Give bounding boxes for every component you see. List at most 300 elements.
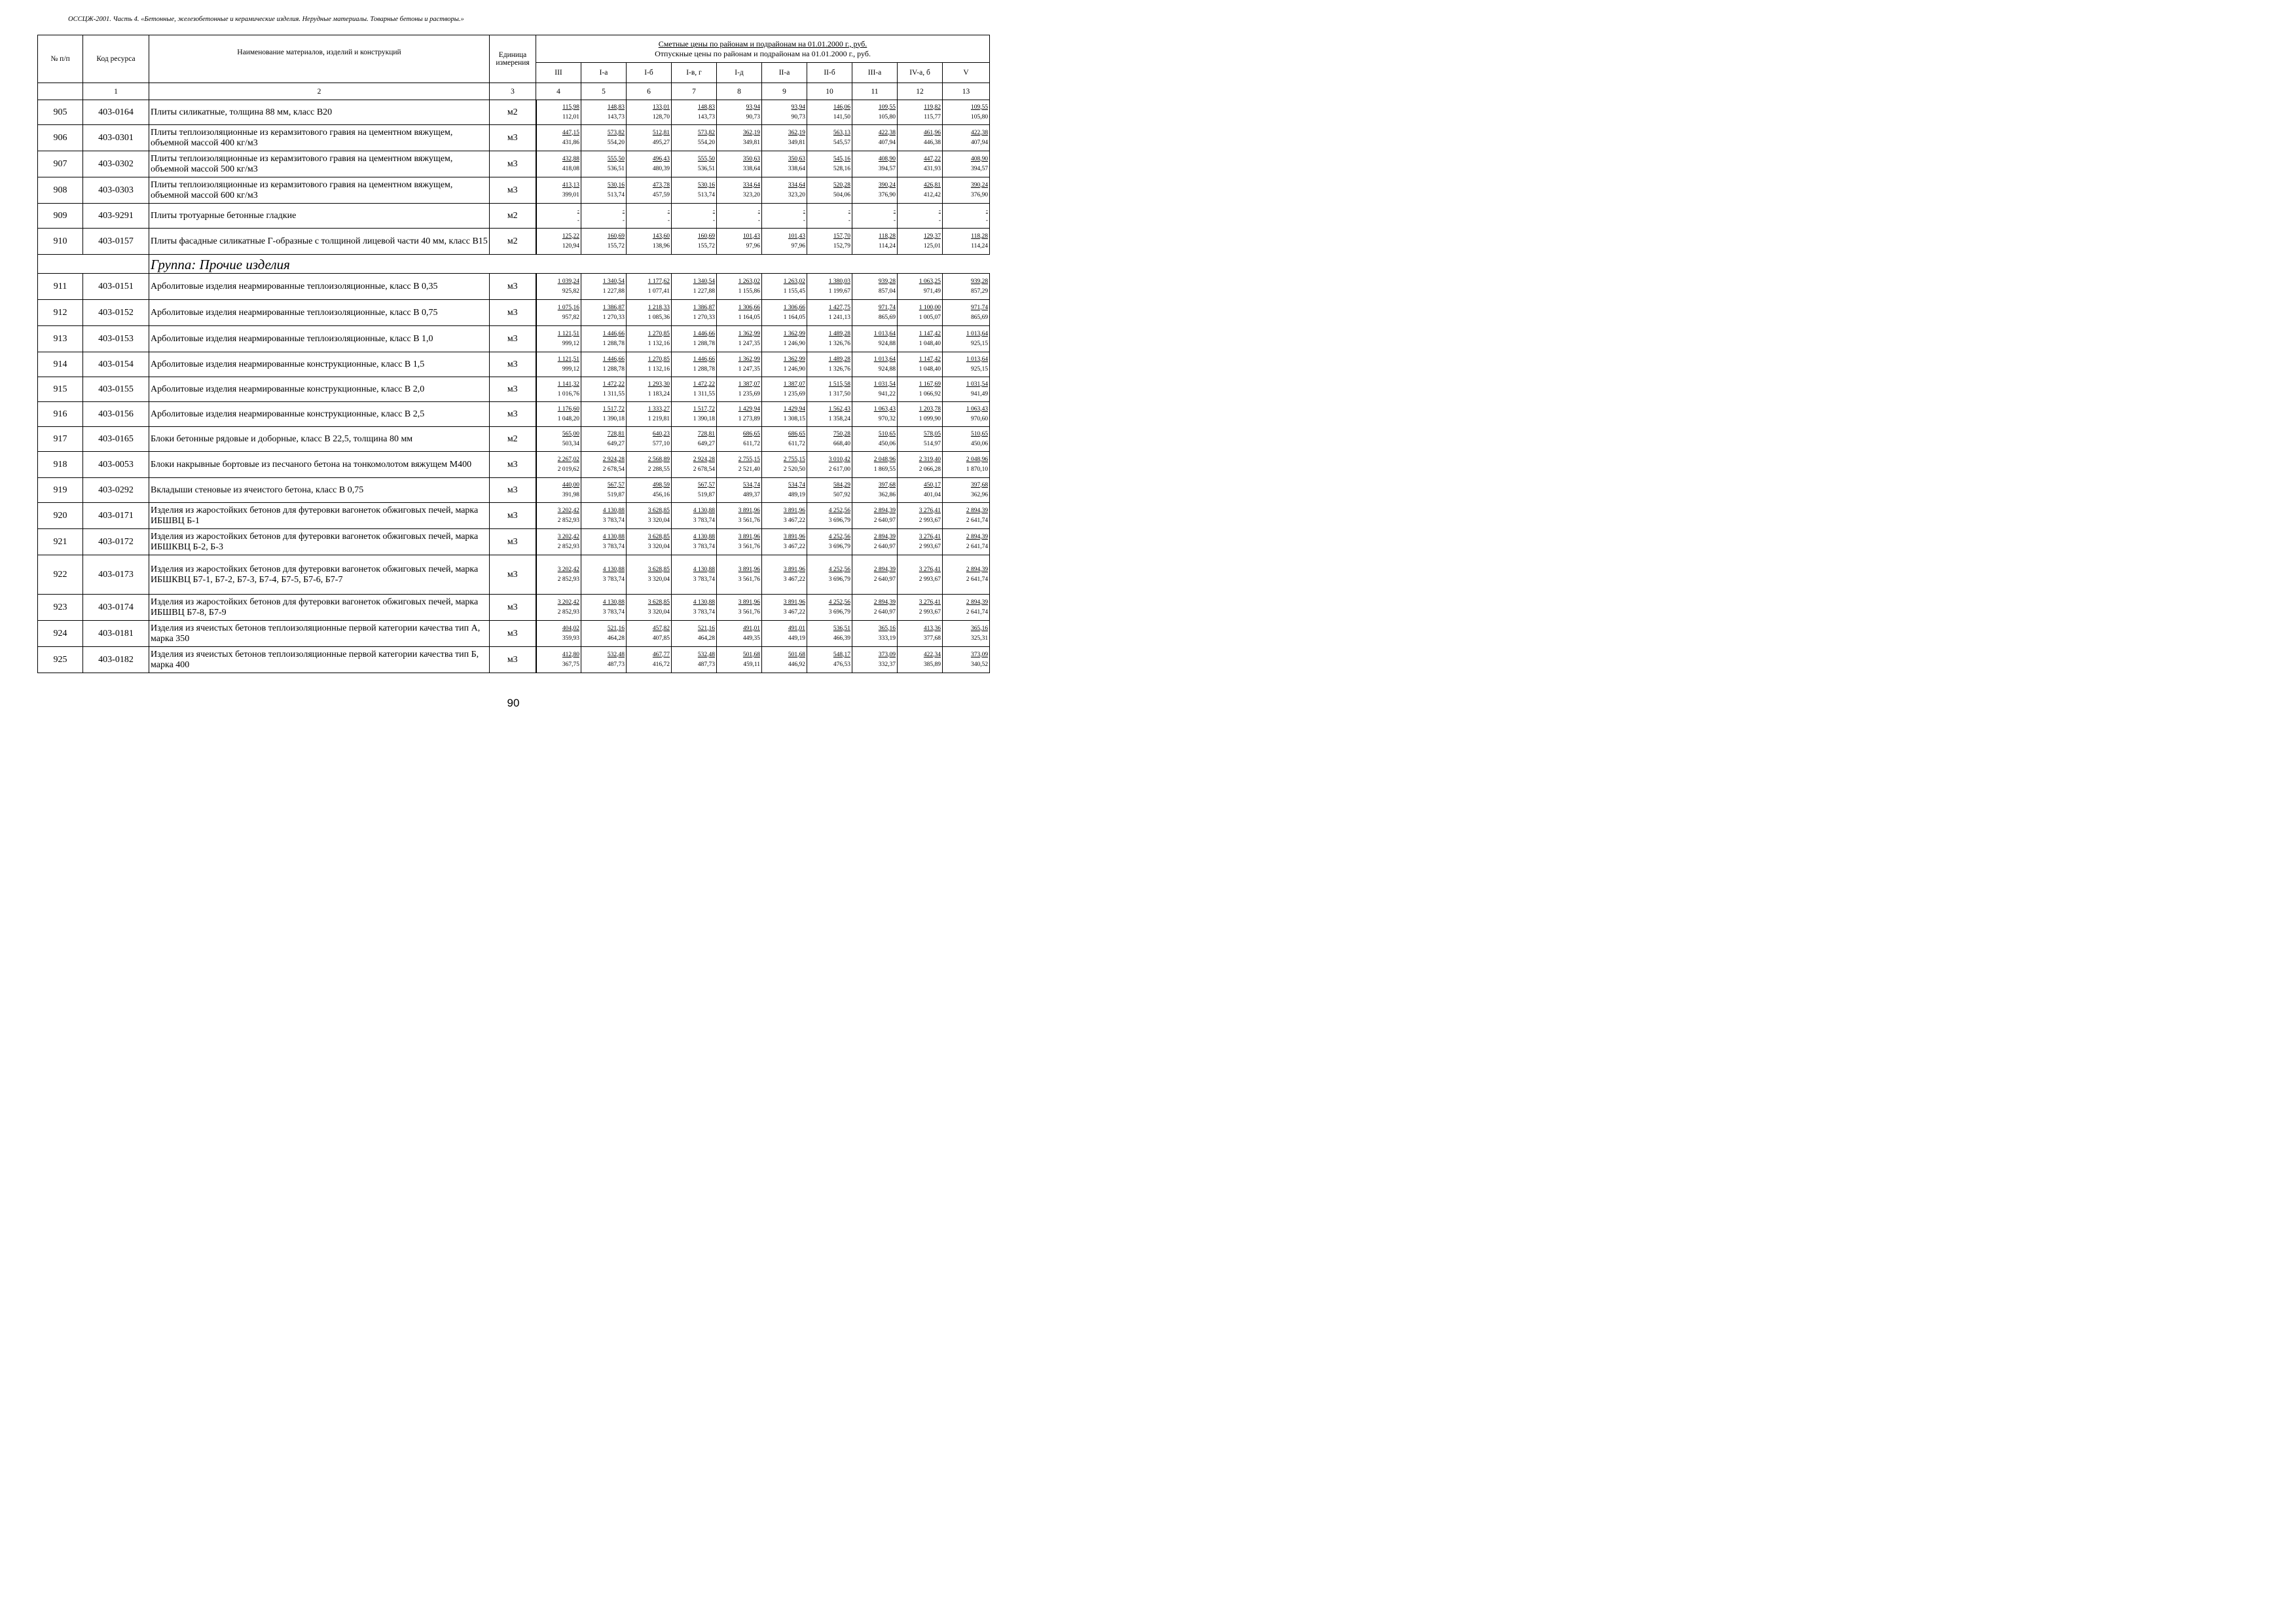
estimated-price: 1 013,64 xyxy=(873,356,896,363)
price-cell xyxy=(627,100,672,125)
estimated-price: 350,63 xyxy=(788,155,805,162)
price-cell xyxy=(898,352,943,377)
resource-code: 403-0153 xyxy=(83,326,149,352)
estimated-price: 408,90 xyxy=(878,155,896,162)
release-price: 513,74 xyxy=(607,191,625,198)
release-price: 2 617,00 xyxy=(828,466,850,473)
release-price: 924,88 xyxy=(878,340,896,347)
material-name: Арболитовые изделия неармированные конструкционные, класс В 1,5 xyxy=(149,352,490,377)
release-price: 3 783,74 xyxy=(602,576,625,583)
estimated-price: 397,68 xyxy=(970,481,989,489)
price-cell xyxy=(943,621,990,647)
release-price: 2 066,28 xyxy=(919,466,941,473)
release-price: 2 640,97 xyxy=(873,608,896,616)
resource-code: 403-0165 xyxy=(83,427,149,452)
price-cell xyxy=(943,555,990,595)
price-cell xyxy=(807,300,852,326)
release-price: 90,73 xyxy=(746,113,760,120)
release-price: 138,96 xyxy=(652,242,670,249)
release-price: 450,06 xyxy=(878,440,896,447)
region-header: II-а xyxy=(762,63,807,83)
price-cell xyxy=(581,352,627,377)
estimated-price: 510,65 xyxy=(970,430,989,437)
release-price: 152,79 xyxy=(833,242,850,249)
price-cell xyxy=(536,555,581,595)
column-index: 6 xyxy=(627,83,672,100)
table-row xyxy=(38,300,990,326)
price-cell xyxy=(581,274,627,300)
estimated-price: 3 276,41 xyxy=(919,599,941,606)
price-cell xyxy=(717,402,762,427)
estimated-price: - xyxy=(893,207,896,214)
price-cell xyxy=(807,125,852,151)
column-index: 10 xyxy=(807,83,852,100)
group-title: Группа: Прочие изделия xyxy=(149,255,990,274)
release-price: 333,19 xyxy=(878,635,896,642)
price-cell xyxy=(717,229,762,255)
price-cell xyxy=(898,503,943,529)
price-cell xyxy=(536,595,581,621)
estimated-price: 1 472,22 xyxy=(602,380,625,388)
release-price: 449,19 xyxy=(788,635,805,642)
estimated-price: 4 252,56 xyxy=(828,533,850,540)
price-cell xyxy=(898,326,943,352)
unit: м2 xyxy=(490,427,536,452)
release-price: - xyxy=(757,217,760,224)
release-price: 545,57 xyxy=(833,139,850,146)
release-price: 3 561,76 xyxy=(738,608,760,616)
estimated-price: 101,43 xyxy=(742,232,760,240)
estimated-price: 3 010,42 xyxy=(828,456,850,463)
material-name: Плиты фасадные силикатные Г-образные с толщиной лицевой части 40 мм, класс В15 xyxy=(149,229,490,255)
unit: м3 xyxy=(490,647,536,673)
release-price: 466,39 xyxy=(833,635,850,642)
release-price: 2 678,54 xyxy=(693,466,715,473)
col-name-header: Наименование материалов, изделий и конструкций xyxy=(149,35,490,83)
release-price: 3 696,79 xyxy=(828,608,850,616)
unit: м3 xyxy=(490,621,536,647)
release-price: 359,93 xyxy=(562,635,579,642)
price-cell xyxy=(717,300,762,326)
release-price: 577,10 xyxy=(652,440,670,447)
release-price: 1 247,35 xyxy=(738,365,760,373)
release-price: 971,49 xyxy=(923,287,941,295)
price-cell xyxy=(762,377,807,402)
estimated-price: 160,69 xyxy=(607,232,625,240)
release-price: 857,29 xyxy=(970,287,989,295)
price-cell xyxy=(762,621,807,647)
resource-code: 403-0155 xyxy=(83,377,149,402)
estimated-price: 939,28 xyxy=(878,278,896,285)
release-price: 362,96 xyxy=(970,491,989,498)
release-price: 3 561,76 xyxy=(738,543,760,550)
release-price: 349,81 xyxy=(788,139,805,146)
release-price: 399,01 xyxy=(562,191,579,198)
price-cell xyxy=(762,503,807,529)
price-cell xyxy=(672,377,717,402)
estimated-price: - xyxy=(803,207,805,214)
estimated-price: 133,01 xyxy=(652,103,670,111)
resource-code: 403-0156 xyxy=(83,402,149,427)
estimated-price: 1 387,07 xyxy=(783,380,805,388)
release-price: 924,88 xyxy=(878,365,896,373)
estimated-price: 1 362,99 xyxy=(738,356,760,363)
release-price: 3 467,22 xyxy=(783,576,805,583)
resource-code: 403-0172 xyxy=(83,529,149,555)
price-cell xyxy=(762,229,807,255)
release-price: 323,20 xyxy=(788,191,805,198)
price-cell xyxy=(536,402,581,427)
release-price: 128,70 xyxy=(652,113,670,120)
estimated-price: 148,83 xyxy=(607,103,625,111)
estimated-price: - xyxy=(985,207,989,214)
release-price: - xyxy=(712,217,715,224)
estimated-price: 1 063,43 xyxy=(873,405,896,413)
estimated-price: 2 048,96 xyxy=(873,456,896,463)
estimated-price: 555,50 xyxy=(607,155,625,162)
price-cell xyxy=(672,503,717,529)
price-cell xyxy=(943,647,990,673)
release-price: 105,80 xyxy=(970,113,989,120)
price-cell xyxy=(898,529,943,555)
release-price: 1 183,24 xyxy=(647,390,670,397)
price-cell xyxy=(627,377,672,402)
unit: м3 xyxy=(490,274,536,300)
release-price: - xyxy=(985,217,989,224)
material-name: Изделия из ячеистых бетонов теплоизоляционные первой категории качества тип А, марка 350 xyxy=(149,621,490,647)
price-cell xyxy=(762,555,807,595)
estimated-price: 1 446,66 xyxy=(602,330,625,337)
release-price: 338,64 xyxy=(788,165,805,172)
estimated-price: 362,19 xyxy=(788,129,805,136)
price-cell xyxy=(852,204,898,229)
estimated-price: 457,82 xyxy=(652,625,670,632)
price-cell xyxy=(536,478,581,503)
price-cell xyxy=(898,177,943,204)
release-price: 504,06 xyxy=(833,191,850,198)
price-cell xyxy=(536,621,581,647)
table-row xyxy=(38,452,990,478)
release-price: 112,01 xyxy=(562,113,579,120)
estimated-price: 2 924,28 xyxy=(602,456,625,463)
estimated-price: 1 517,72 xyxy=(693,405,715,413)
price-cell xyxy=(717,647,762,673)
column-index: 3 xyxy=(490,83,536,100)
row-number: 909 xyxy=(38,204,83,229)
price-cell xyxy=(717,204,762,229)
price-cell xyxy=(943,478,990,503)
release-price: 970,60 xyxy=(970,415,989,422)
row-number: 917 xyxy=(38,427,83,452)
estimated-price: 412,80 xyxy=(562,651,579,658)
unit: м2 xyxy=(490,229,536,255)
price-cell xyxy=(943,402,990,427)
price-cell xyxy=(536,529,581,555)
estimated-price: 3 276,41 xyxy=(919,533,941,540)
estimated-price: 521,16 xyxy=(697,625,715,632)
price-cell xyxy=(627,555,672,595)
price-cell xyxy=(898,300,943,326)
release-price: 925,82 xyxy=(562,287,579,295)
resource-code: 403-0151 xyxy=(83,274,149,300)
estimated-price: 3 628,85 xyxy=(647,507,670,514)
price-cell xyxy=(627,478,672,503)
price-cell xyxy=(807,229,852,255)
estimated-price: 426,81 xyxy=(923,181,941,189)
release-price: 446,92 xyxy=(788,661,805,668)
estimated-price: 1 031,54 xyxy=(966,380,989,388)
material-name: Арболитовые изделия неармированные теплоизоляционные, класс В 0,35 xyxy=(149,274,490,300)
release-price: 323,20 xyxy=(742,191,760,198)
release-price: 2 521,40 xyxy=(738,466,760,473)
price-cell xyxy=(581,647,627,673)
release-price: 2 641,74 xyxy=(966,576,989,583)
estimated-price: 397,68 xyxy=(878,481,896,489)
estimated-price: 4 130,88 xyxy=(602,533,625,540)
table-row xyxy=(38,204,990,229)
release-price: 1 390,18 xyxy=(602,415,625,422)
release-price: 125,01 xyxy=(923,242,941,249)
region-header: I-б xyxy=(627,63,672,83)
price-cell xyxy=(581,621,627,647)
estimated-price: 143,60 xyxy=(652,232,670,240)
estimated-price: 3 891,96 xyxy=(738,599,760,606)
release-price: 394,57 xyxy=(878,165,896,172)
price-cell xyxy=(717,427,762,452)
resource-code: 403-0181 xyxy=(83,621,149,647)
resource-code: 403-0171 xyxy=(83,503,149,529)
estimated-price: 3 202,42 xyxy=(557,533,579,540)
row-number: 915 xyxy=(38,377,83,402)
estimated-price: 1 177,62 xyxy=(647,278,670,285)
estimated-price: 1 013,64 xyxy=(966,356,989,363)
release-price: 865,69 xyxy=(970,314,989,321)
release-price: 1 270,33 xyxy=(602,314,625,321)
estimated-price: 1 063,43 xyxy=(966,405,989,413)
estimated-price: 1 141,32 xyxy=(557,380,579,388)
release-price: 1 005,07 xyxy=(919,314,941,321)
release-price: 2 852,93 xyxy=(557,543,579,550)
price-cell xyxy=(581,326,627,352)
price-cell xyxy=(852,229,898,255)
estimated-price: 1 121,51 xyxy=(557,330,579,337)
estimated-price: 536,51 xyxy=(833,625,850,632)
release-price: 1 317,50 xyxy=(828,390,850,397)
price-cell xyxy=(627,621,672,647)
estimated-price: 473,78 xyxy=(652,181,670,189)
estimated-price: 1 013,64 xyxy=(966,330,989,337)
estimated-price: 1 147,42 xyxy=(919,356,941,363)
release-price: 865,69 xyxy=(878,314,896,321)
price-cell xyxy=(807,177,852,204)
estimated-price: 3 891,96 xyxy=(783,507,805,514)
price-cell xyxy=(536,151,581,177)
release-price: 3 467,22 xyxy=(783,517,805,524)
release-price: 90,73 xyxy=(791,113,805,120)
release-price: 1 273,89 xyxy=(738,415,760,422)
estimated-price: 1 270,85 xyxy=(647,330,670,337)
release-price: 1 219,81 xyxy=(647,415,670,422)
release-price: 431,93 xyxy=(923,165,941,172)
estimated-price: 2 755,15 xyxy=(783,456,805,463)
price-cell xyxy=(762,352,807,377)
resource-code: 403-0173 xyxy=(83,555,149,595)
release-price: 999,12 xyxy=(562,365,579,373)
estimated-price: 532,48 xyxy=(697,651,715,658)
estimated-price: 2 894,39 xyxy=(873,599,896,606)
price-cell xyxy=(852,529,898,555)
release-price: 143,73 xyxy=(607,113,625,120)
release-price: 3 783,74 xyxy=(693,608,715,616)
release-price: 155,72 xyxy=(697,242,715,249)
estimated-price: 467,77 xyxy=(652,651,670,658)
estimated-price: 2 894,39 xyxy=(966,599,989,606)
region-header: V xyxy=(943,63,990,83)
estimated-price: - xyxy=(712,207,715,214)
estimated-price: 447,22 xyxy=(923,155,941,162)
price-cell xyxy=(672,647,717,673)
release-price: 2 641,74 xyxy=(966,517,989,524)
price-cell xyxy=(807,377,852,402)
price-cell xyxy=(627,125,672,151)
price-cell xyxy=(898,274,943,300)
estimated-price: 440,00 xyxy=(562,481,579,489)
release-price: 362,86 xyxy=(878,491,896,498)
estimated-price: 2 894,39 xyxy=(873,566,896,573)
price-cell xyxy=(852,647,898,673)
estimated-price: 3 891,96 xyxy=(738,533,760,540)
row-number: 914 xyxy=(38,352,83,377)
price-cell xyxy=(536,503,581,529)
price-cell xyxy=(581,229,627,255)
row-number: 911 xyxy=(38,274,83,300)
release-price: 554,20 xyxy=(697,139,715,146)
price-cell xyxy=(943,229,990,255)
estimated-price: 1 489,28 xyxy=(828,330,850,337)
price-cell xyxy=(762,100,807,125)
release-price: 3 783,74 xyxy=(602,517,625,524)
row-number: 921 xyxy=(38,529,83,555)
release-price: 925,15 xyxy=(970,365,989,373)
price-cell xyxy=(943,326,990,352)
release-price: 3 783,74 xyxy=(602,543,625,550)
estimated-price: 3 628,85 xyxy=(647,533,670,540)
price-cell xyxy=(762,326,807,352)
estimated-price: 4 252,56 xyxy=(828,599,850,606)
estimated-price: 3 276,41 xyxy=(919,566,941,573)
release-price: 1 246,90 xyxy=(783,340,805,347)
estimated-price: 567,57 xyxy=(607,481,625,489)
estimated-price: 447,15 xyxy=(562,129,579,136)
price-cell xyxy=(807,352,852,377)
price-cell xyxy=(717,621,762,647)
estimated-price: 1 100,00 xyxy=(919,304,941,311)
document-header: ОССЦЖ-2001. Часть 4. «Бетонные, железобетонные и керамические изделия. Нерудные материалы. Товарные бетоны и растворы.» xyxy=(68,16,464,23)
estimated-price: 3 202,42 xyxy=(557,566,579,573)
table-row xyxy=(38,595,990,621)
price-cell xyxy=(898,125,943,151)
resource-code: 403-0154 xyxy=(83,352,149,377)
region-header: I-д xyxy=(717,63,762,83)
estimated-price: 109,55 xyxy=(878,103,896,111)
release-price: 338,64 xyxy=(742,165,760,172)
material-name: Плиты теплоизоляционные из керамзитового гравия на цементном вяжущем, объемной массой 400 кг/м3 xyxy=(149,125,490,151)
estimated-price: 1 147,42 xyxy=(919,330,941,337)
price-cell xyxy=(536,204,581,229)
table-row xyxy=(38,229,990,255)
release-price: - xyxy=(667,217,670,224)
release-price: 412,42 xyxy=(923,191,941,198)
column-index: 11 xyxy=(852,83,898,100)
release-price: 941,22 xyxy=(878,390,896,397)
price-cell xyxy=(717,100,762,125)
release-price: 2 993,67 xyxy=(919,543,941,550)
table-row xyxy=(38,326,990,352)
estimated-price: 334,64 xyxy=(742,181,760,189)
column-index: 1 xyxy=(83,83,149,100)
release-price: 476,53 xyxy=(833,661,850,668)
row-number: 919 xyxy=(38,478,83,503)
estimated-price: 404,02 xyxy=(562,625,579,632)
row-number: 920 xyxy=(38,503,83,529)
price-cell xyxy=(717,478,762,503)
estimated-price: 129,37 xyxy=(923,232,941,240)
release-price: 2 852,93 xyxy=(557,608,579,616)
table-row xyxy=(38,274,990,300)
release-price: 1 048,40 xyxy=(919,365,941,373)
estimated-price: 4 130,88 xyxy=(602,507,625,514)
material-name: Арболитовые изделия неармированные конструкционные, класс В 2,0 xyxy=(149,377,490,402)
price-cell xyxy=(762,274,807,300)
release-price: 528,16 xyxy=(833,165,850,172)
price-cell xyxy=(581,427,627,452)
release-price: 489,37 xyxy=(742,491,760,498)
price-cell xyxy=(627,503,672,529)
estimated-price: 3 202,42 xyxy=(557,507,579,514)
release-price: 3 561,76 xyxy=(738,576,760,583)
row-number: 913 xyxy=(38,326,83,352)
material-name: Изделия из жаростойких бетонов для футеровки вагонеток обжиговых печей, марка ИБШВЦ Б7-8, Б7-9 xyxy=(149,595,490,621)
price-cell xyxy=(672,151,717,177)
release-price: 554,20 xyxy=(607,139,625,146)
resource-code: 403-0152 xyxy=(83,300,149,326)
release-price: 407,94 xyxy=(878,139,896,146)
release-price: 155,72 xyxy=(607,242,625,249)
price-cell xyxy=(807,478,852,503)
price-cell xyxy=(807,621,852,647)
row-number: 912 xyxy=(38,300,83,326)
price-cell xyxy=(627,647,672,673)
price-cell xyxy=(717,177,762,204)
release-price: 513,74 xyxy=(697,191,715,198)
price-cell xyxy=(717,503,762,529)
release-price: - xyxy=(622,217,625,224)
price-cell xyxy=(898,204,943,229)
price-cell xyxy=(852,274,898,300)
release-price: 407,94 xyxy=(970,139,989,146)
estimated-price: 491,01 xyxy=(788,625,805,632)
release-price: 143,73 xyxy=(697,113,715,120)
release-price: 1 066,92 xyxy=(919,390,941,397)
price-cell xyxy=(627,452,672,478)
unit: м3 xyxy=(490,555,536,595)
estimated-price: 4 130,88 xyxy=(693,533,715,540)
estimated-price: 148,83 xyxy=(697,103,715,111)
page-number: 90 xyxy=(507,697,520,709)
price-cell xyxy=(581,300,627,326)
estimated-price: 422,34 xyxy=(923,651,941,658)
release-price: 514,97 xyxy=(923,440,941,447)
